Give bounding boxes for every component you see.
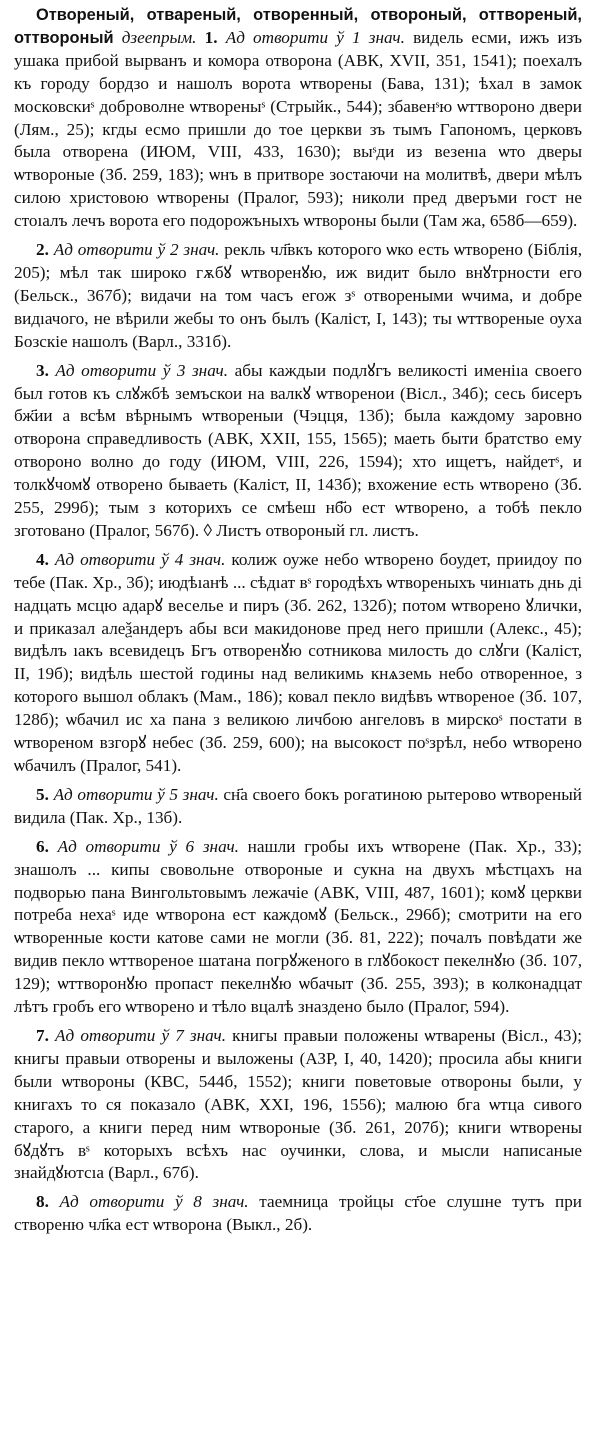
headword: Отвореный, отвареный, отворенный, отвороный, оттвореный, оттвороный — [14, 6, 582, 47]
sense-number: 6. — [36, 836, 49, 856]
entry-5 — [14, 784, 582, 830]
sense-number: 8. — [36, 1192, 49, 1212]
sense-reference: Ад отворити ў 5 знач. — [53, 784, 219, 804]
sense-reference: Ад отворити ў 3 знач. — [55, 360, 229, 380]
sense-number: 2. — [36, 240, 49, 260]
entry-8 — [14, 1191, 582, 1237]
sense-reference: Ад отворити ў 7 знач. — [55, 1025, 227, 1045]
sense-reference: Ад отворити ў 2 знач. — [53, 240, 220, 260]
entry-6 — [14, 836, 582, 1019]
sense-reference: Ад отворити ў 6 знач. — [57, 836, 239, 856]
entry-7 — [14, 1025, 582, 1185]
sense-number: 3. — [36, 360, 49, 380]
sense-number: 7. — [36, 1025, 49, 1045]
entry-2 — [14, 239, 582, 354]
sense-text: абы каждыи подлꙋгъ великості именіıа своего был готов къ слꙋжбѣ земъскои на валкꙋ ѡтворенои (Вісл., 34б); сесь бисеръ бж҃ии а всѣм вѣрнымъ ѡтвореныи (Чэцця, 13б); была каждому заровно отворона справедливость (АВК, XXII, 155, 1565); маеть быти братство ему отвороно волно до году (ИЮМ, VIII, 226, 1594); хто ищетъ, найдетˢ, и толкꙋчомꙋ отворено бываеть (Каліст, II, 143б); вхожение есть ѡтворено (Зб. 255, 299б); тым з которихъ се смѣеш нб҃о ест ѡтворено, а тобѣ пекло зготовано (Пралог, 567б). ◊ Листъ отвороный гл. листъ. — [14, 360, 583, 540]
sense-number: 5. — [36, 784, 49, 804]
sense-number: 1. — [204, 27, 218, 47]
sense-text: колиж оуже небо ѡтворено боудет, приидоу по тебе (Пак. Хр., 3б); июдѣıанѣ ... сѣдıат вˢ городѣхъ ѡтвореныхъ чинıать днь ді надцать мсцю адарꙋ веселье и пиръ (Зб. 262, 132б); потом ѡтворено ꙋлички, и приказал алеѯандеръ абы вси макидонове пред него пришли (Алекс., 45); видѣлъ ıакъ всевидецъ Бгъ отворенꙋю сотникова милость до слꙋги (Каліст, II, 19б); видѣль шестой годины над великимь кнѧземь небо отворенное, з которого вышол облакъ (Мам., 186); ковал пекло видѣвъ ѡтвореное (Зб. 107, 128б); ѡбачил ис ха пана з великою личбою ангеловъ в мирскоˢ постати в ѡтвореном взгорꙋ небес (Зб. 259, 600); на высокост поˢзрѣл, небо ѡтворено ѡбачилъ (Пралог, 541). — [14, 549, 582, 775]
sense-text: книгы правыи положены ѡтварены (Вісл., 43); книгы правыи отворены и выложены (АЗР, I, 40, 1420); просила абы книги были ѡтвороны (КВС, 544б, 1552); книги поветовые отвороны были, у книгахъ то ся показало (АВК, XXI, 196, 1556); малюю бга ѡтца сивого старого, а книги перед ним ѡтвороные (Зб. 261, 207б); книги ѡтворены бꙋдꙋтъ вˢ которыхъ всѣхъ нас оучинки, слова, и мысли написаные знайдꙋютсıа (Варл., 67б). — [14, 1025, 583, 1183]
sense-text: видель есми, ижъ изъ ушака прибой вырванъ и комора отворона (АВК, XVII, 351, 1541); поехалъ къ городу бордзо и нашолъ ворота ѡтворены (Бава, 131); ѣхал в замок московскиˢ доброволне ѡтвореныˢ (Стрыйк., 544); збавенˢю ѡттвороно двери (Лям., 25); кгды есмо пришли до тое церкви зъ тымъ Гапономъ, церковъ была отворена (ИЮМ, VIII, 433, 1630); выˢди из везенıа ѡто дверы ѡтвороные (Зб. 259, 183); ѡнъ в притворе зостаючи на молитвѣ, двери мѣлъ силою христовою ѡтворены (Пралог, 593); николи пред дверъми гост не стоıалъ лечъ ворота его подорожъныхъ ѡтвороны были (Там жа, 658б—659). — [14, 27, 583, 231]
sense-reference: Ад отворити ў 8 знач. — [59, 1192, 249, 1212]
sense-text: сн҃а своего бокъ рогатиною рытерово ѡтвореный видила (Пак. Хр., 13б). — [14, 784, 583, 827]
entry-4 — [14, 549, 582, 778]
sense-text: рекль чл҃вкъ которого ѡко есть ѡтворено (Біблія, 205); мѣл так широко гѫбꙋ ѡтворенꙋю, иж видит было внꙋтрности его (Бельск., 367б); видачи на том часъ егож зˢ отвореными ѡчима, и добре видıачого, не вѣрили жебы то онъ былъ (Каліст, I, 143); ты ѡттвореные оуха Бозскіе нашолъ (Варл., 331б). — [14, 240, 583, 351]
sense-reference: Ад отворити ў 1 знач. — [225, 27, 405, 47]
sense-text: таемница тройцы ст҃ое слушне тутъ при створеню чл҃ка ест ѡтворона (Выкл., 2б). — [14, 1192, 583, 1235]
sense-reference: Ад отворити ў 4 знач. — [54, 549, 226, 569]
entry-3 — [14, 360, 582, 543]
sense-number: 4. — [36, 549, 49, 569]
entry-1 — [14, 4, 582, 233]
sense-text: нашли гробы ихъ ѡтворене (Пак. Хр., 33); знашолъ ... кипы свовольне отвороные и сукна на двухъ мѣстцахъ на подворью пана Вингольтовымъ лежачіе (АВК, VIII, 487, 1601); комꙋ церкви потреба нехаˢ иде ѡтворона ест каждомꙋ (Бельск., 296б); смотрити на его ѡтворенные кости катове сами не могли (Зб. 81, 222); почалъ повѣдати же видив пекло ѡттвореное шатана погрꙋженого в глꙋбокост пекелнꙋю (Зб. 107, 129); ѡттворонꙋю пропаст пекелнꙋю ѡбачыт (Зб. 255, 393); в колконадцат лѣтъ гробъ его ѡтворено и тѣло вцалѣ зназдено было (Пралог, 594). — [14, 836, 582, 1017]
part-of-speech: дзеепрым. — [121, 27, 197, 47]
